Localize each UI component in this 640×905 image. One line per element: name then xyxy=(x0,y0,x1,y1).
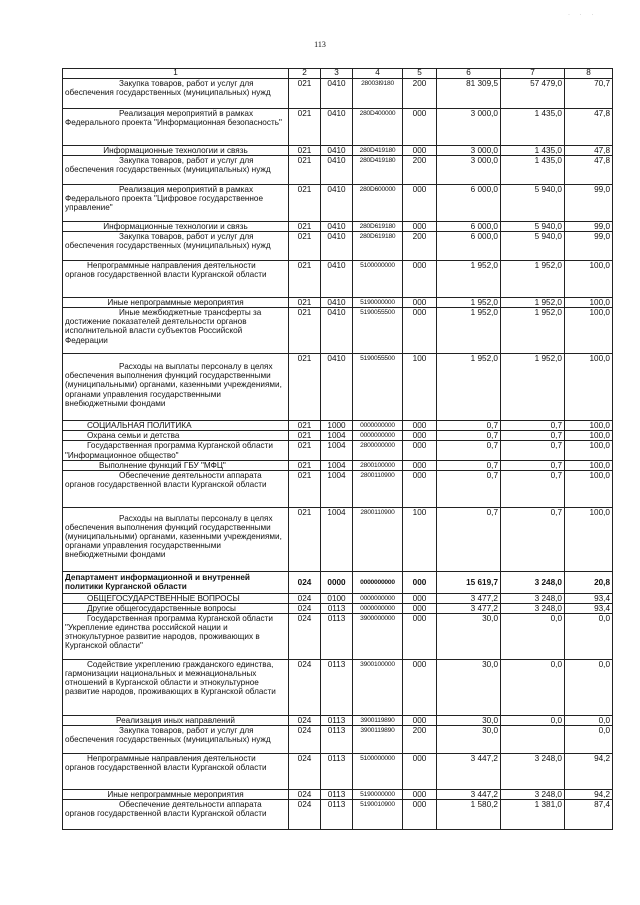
row-planned: 3 477,2 xyxy=(437,603,501,613)
table-row xyxy=(63,593,613,603)
table-row xyxy=(63,79,613,109)
row-executed: 57 479,0 xyxy=(501,79,565,109)
row-ministry-code: 021 xyxy=(289,308,321,354)
table-row xyxy=(63,460,613,470)
row-ministry-code: 024 xyxy=(289,603,321,613)
table-row xyxy=(63,790,613,800)
row-expense-type: 000 xyxy=(403,659,437,715)
row-name: Закупка товаров, работ и услуг для обеспечения государственных (муниципальных) нужд xyxy=(63,232,289,261)
row-ministry-code: 024 xyxy=(289,571,321,593)
table-row xyxy=(63,726,613,754)
table-row xyxy=(63,507,613,571)
row-planned: 1 952,0 xyxy=(437,354,501,421)
row-executed: 5 940,0 xyxy=(501,222,565,232)
row-ministry-code: 021 xyxy=(289,441,321,460)
row-planned: 3 000,0 xyxy=(437,109,501,146)
row-percent: 0,0 xyxy=(565,715,613,725)
row-percent: 93,4 xyxy=(565,603,613,613)
table-row-department xyxy=(63,571,613,593)
row-executed: 0,7 xyxy=(501,441,565,460)
row-percent: 20,8 xyxy=(565,571,613,593)
row-ministry-code: 021 xyxy=(289,261,321,298)
row-planned: 30,0 xyxy=(437,715,501,725)
row-ministry-code: 024 xyxy=(289,800,321,830)
row-ministry-code: 021 xyxy=(289,156,321,185)
row-name: Иные непрограммные мероприятия xyxy=(63,790,289,800)
table-row xyxy=(63,146,613,156)
row-percent: 47,8 xyxy=(565,146,613,156)
table-row xyxy=(63,421,613,431)
table-row xyxy=(63,156,613,185)
row-expense-type: 000 xyxy=(403,441,437,460)
row-percent: 47,8 xyxy=(565,156,613,185)
row-name: СОЦИАЛЬНАЯ ПОЛИТИКА xyxy=(63,421,289,431)
row-executed: 0,7 xyxy=(501,507,565,571)
row-section-code: 0100 xyxy=(321,593,353,603)
row-section-code: 0410 xyxy=(321,185,353,222)
row-planned: 0,7 xyxy=(437,441,501,460)
row-ministry-code: 021 xyxy=(289,298,321,308)
row-section-code: 0410 xyxy=(321,109,353,146)
table-row xyxy=(63,715,613,725)
row-target-code: 280D619180 xyxy=(353,222,403,232)
table-row xyxy=(63,659,613,715)
row-name: Содействие укреплению гражданского единства, гармонизации национальных и межнациональных отношений в Курганской области и этнокультурное развитие народов, проживающих в Курганской области xyxy=(63,659,289,715)
row-expense-type: 000 xyxy=(403,593,437,603)
row-name: Государственная программа Курганской области "Информационное общество" xyxy=(63,441,289,460)
row-name: Расходы на выплаты персоналу в целях обеспечения выполнения функций государственными (муниципальными) органами, казенными учреждениями, органами управления государственными внебюджетными фондами xyxy=(63,354,289,421)
row-target-code: 3900119890 xyxy=(353,726,403,754)
row-name: Реализация иных направлений xyxy=(63,715,289,725)
header-col-4: 4 xyxy=(353,69,403,79)
row-executed: 0,7 xyxy=(501,431,565,441)
header-col-8: 8 xyxy=(565,69,613,79)
row-ministry-code: 021 xyxy=(289,431,321,441)
row-section-code: 1004 xyxy=(321,507,353,571)
table-row xyxy=(63,308,613,354)
row-expense-type: 000 xyxy=(403,146,437,156)
row-executed: 3 248,0 xyxy=(501,790,565,800)
row-target-code: 280D400000 xyxy=(353,109,403,146)
row-section-code: 1004 xyxy=(321,470,353,507)
row-ministry-code: 021 xyxy=(289,421,321,431)
row-expense-type: 000 xyxy=(403,261,437,298)
row-name: Иные непрограммные мероприятия xyxy=(63,298,289,308)
row-percent: 0,0 xyxy=(565,613,613,659)
header-col-6: 6 xyxy=(437,69,501,79)
row-percent: 94,2 xyxy=(565,754,613,790)
row-planned: 1 580,2 xyxy=(437,800,501,830)
row-ministry-code: 021 xyxy=(289,460,321,470)
row-executed: 1 435,0 xyxy=(501,156,565,185)
table-row xyxy=(63,298,613,308)
row-expense-type: 200 xyxy=(403,79,437,109)
row-expense-type: 000 xyxy=(403,470,437,507)
row-percent: 100,0 xyxy=(565,460,613,470)
row-percent: 0,0 xyxy=(565,659,613,715)
row-planned: 3 000,0 xyxy=(437,156,501,185)
table-row xyxy=(63,185,613,222)
row-percent: 87,4 xyxy=(565,800,613,830)
row-section-code: 0113 xyxy=(321,613,353,659)
row-planned: 30,0 xyxy=(437,726,501,754)
row-planned: 1 952,0 xyxy=(437,308,501,354)
row-ministry-code: 024 xyxy=(289,715,321,725)
row-expense-type: 000 xyxy=(403,460,437,470)
row-percent: 99,0 xyxy=(565,232,613,261)
row-planned: 3 447,2 xyxy=(437,790,501,800)
header-col-7: 7 xyxy=(501,69,565,79)
row-target-code: 280D419180 xyxy=(353,156,403,185)
row-ministry-code: 021 xyxy=(289,354,321,421)
row-expense-type: 000 xyxy=(403,754,437,790)
row-name: Информационные технологии и связь xyxy=(63,146,289,156)
row-percent: 94,2 xyxy=(565,790,613,800)
row-name: Закупка товаров, работ и услуг для обеспечения государственных (муниципальных) нужд xyxy=(63,156,289,185)
row-target-code: 2800110900 xyxy=(353,507,403,571)
header-col-3: 3 xyxy=(321,69,353,79)
row-target-code: 5100000000 xyxy=(353,261,403,298)
row-target-code: 5190055500 xyxy=(353,308,403,354)
row-expense-type: 100 xyxy=(403,507,437,571)
row-percent: 0,0 xyxy=(565,726,613,754)
row-section-code: 0410 xyxy=(321,156,353,185)
row-percent: 100,0 xyxy=(565,261,613,298)
row-name: Иные межбюджетные трансферты за достижение показателей деятельности органов исполнительной власти субъектов Российской Федерации xyxy=(63,308,289,354)
budget-table xyxy=(62,68,613,830)
row-planned: 6 000,0 xyxy=(437,232,501,261)
row-planned: 3 447,2 xyxy=(437,754,501,790)
row-section-code: 0410 xyxy=(321,261,353,298)
row-planned: 6 000,0 xyxy=(437,222,501,232)
row-target-code: 3900000000 xyxy=(353,613,403,659)
row-executed: 5 940,0 xyxy=(501,185,565,222)
row-name: Закупка товаров, работ и услуг для обеспечения государственных (муниципальных) нужд xyxy=(63,726,289,754)
header-col-1: 1 xyxy=(63,69,289,79)
row-expense-type: 000 xyxy=(403,298,437,308)
table-row xyxy=(63,261,613,298)
row-ministry-code: 021 xyxy=(289,470,321,507)
row-section-code: 0113 xyxy=(321,800,353,830)
table-row xyxy=(63,109,613,146)
row-target-code: 0000000000 xyxy=(353,571,403,593)
row-executed: 0,7 xyxy=(501,460,565,470)
row-executed: 1 952,0 xyxy=(501,308,565,354)
row-executed: 5 940,0 xyxy=(501,232,565,261)
row-section-code: 0410 xyxy=(321,308,353,354)
row-percent: 100,0 xyxy=(565,421,613,431)
row-name: Реализация мероприятий в рамках Федерального проекта "Информационная безопасность" xyxy=(63,109,289,146)
row-ministry-code: 024 xyxy=(289,726,321,754)
row-executed: 1 952,0 xyxy=(501,298,565,308)
row-executed xyxy=(501,726,565,754)
row-planned: 15 619,7 xyxy=(437,571,501,593)
row-executed: 1 952,0 xyxy=(501,261,565,298)
row-executed: 1 381,0 xyxy=(501,800,565,830)
row-target-code: 5100000000 xyxy=(353,754,403,790)
row-target-code: 280D600000 xyxy=(353,185,403,222)
row-expense-type: 000 xyxy=(403,800,437,830)
row-section-code: 0113 xyxy=(321,754,353,790)
table-row xyxy=(63,232,613,261)
row-ministry-code: 021 xyxy=(289,146,321,156)
row-planned: 30,0 xyxy=(437,613,501,659)
row-executed: 1 952,0 xyxy=(501,354,565,421)
row-name: Обеспечение деятельности аппарата органов государственной власти Курганской области xyxy=(63,800,289,830)
row-expense-type: 000 xyxy=(403,109,437,146)
row-planned: 1 952,0 xyxy=(437,261,501,298)
row-name: Департамент информационной и внутренней политики Курганской области xyxy=(63,571,289,593)
row-name: Другие общегосударственные вопросы xyxy=(63,603,289,613)
table-row xyxy=(63,613,613,659)
row-ministry-code: 021 xyxy=(289,507,321,571)
row-percent: 70,7 xyxy=(565,79,613,109)
row-expense-type: 200 xyxy=(403,232,437,261)
row-target-code: 2800110900 xyxy=(353,470,403,507)
row-expense-type: 000 xyxy=(403,715,437,725)
row-target-code: 280D619180 xyxy=(353,232,403,261)
row-section-code: 0410 xyxy=(321,222,353,232)
row-planned: 1 952,0 xyxy=(437,298,501,308)
row-target-code: 28003I9180 xyxy=(353,79,403,109)
row-target-code: 5190055500 xyxy=(353,354,403,421)
row-name: Государственная программа Курганской области "Укрепление единства российской нации и этнокультурное развитие народов, проживающих в Курганской области" xyxy=(63,613,289,659)
row-ministry-code: 024 xyxy=(289,593,321,603)
row-planned: 81 309,5 xyxy=(437,79,501,109)
row-expense-type: 000 xyxy=(403,421,437,431)
row-percent: 100,0 xyxy=(565,431,613,441)
row-target-code: 5190000000 xyxy=(353,790,403,800)
row-percent: 100,0 xyxy=(565,470,613,507)
row-percent: 100,0 xyxy=(565,354,613,421)
row-target-code: 3900100000 xyxy=(353,659,403,715)
row-target-code: 2800000000 xyxy=(353,441,403,460)
row-section-code: 0000 xyxy=(321,571,353,593)
row-expense-type: 000 xyxy=(403,185,437,222)
row-percent: 93,4 xyxy=(565,593,613,603)
table-header-row xyxy=(63,69,613,79)
row-section-code: 0410 xyxy=(321,354,353,421)
row-expense-type: 100 xyxy=(403,354,437,421)
row-executed: 3 248,0 xyxy=(501,603,565,613)
row-expense-type: 200 xyxy=(403,156,437,185)
row-planned: 3 477,2 xyxy=(437,593,501,603)
row-name: Расходы на выплаты персоналу в целях обеспечения выполнения функций государственными (муниципальными) органами, казенными учреждениями, органами управления государственными внебюджетными фондами xyxy=(63,507,289,571)
row-expense-type: 000 xyxy=(403,571,437,593)
table-row xyxy=(63,603,613,613)
row-name: Закупка товаров, работ и услуг для обеспечения государственных (муниципальных) нужд xyxy=(63,79,289,109)
row-target-code: 0000000000 xyxy=(353,431,403,441)
table-row xyxy=(63,431,613,441)
row-expense-type: 000 xyxy=(403,222,437,232)
row-ministry-code: 021 xyxy=(289,79,321,109)
row-executed: 0,0 xyxy=(501,659,565,715)
row-planned: 0,7 xyxy=(437,460,501,470)
row-ministry-code: 024 xyxy=(289,659,321,715)
row-planned: 30,0 xyxy=(437,659,501,715)
row-name: Непрограммные направления деятельности органов государственной власти Курганской области xyxy=(63,261,289,298)
row-planned: 0,7 xyxy=(437,431,501,441)
row-percent: 100,0 xyxy=(565,308,613,354)
row-target-code: 280D419180 xyxy=(353,146,403,156)
row-percent: 99,0 xyxy=(565,222,613,232)
row-target-code: 5190000000 xyxy=(353,298,403,308)
row-percent: 99,0 xyxy=(565,185,613,222)
row-percent: 100,0 xyxy=(565,507,613,571)
row-executed: 0,0 xyxy=(501,613,565,659)
row-ministry-code: 024 xyxy=(289,754,321,790)
row-name: Обеспечение деятельности аппарата органов государственной власти Курганской области xyxy=(63,470,289,507)
table-row xyxy=(63,470,613,507)
row-name: ОБЩЕГОСУДАРСТВЕННЫЕ ВОПРОСЫ xyxy=(63,593,289,603)
row-executed: 1 435,0 xyxy=(501,146,565,156)
row-expense-type: 000 xyxy=(403,613,437,659)
row-section-code: 0410 xyxy=(321,298,353,308)
row-executed: 1 435,0 xyxy=(501,109,565,146)
row-target-code: 2800100000 xyxy=(353,460,403,470)
row-target-code: 0000000000 xyxy=(353,421,403,431)
row-section-code: 1004 xyxy=(321,460,353,470)
row-name: Информационные технологии и связь xyxy=(63,222,289,232)
row-section-code: 0113 xyxy=(321,715,353,725)
row-section-code: 0113 xyxy=(321,790,353,800)
row-ministry-code: 021 xyxy=(289,185,321,222)
header-col-2: 2 xyxy=(289,69,321,79)
row-ministry-code: 024 xyxy=(289,613,321,659)
row-expense-type: 200 xyxy=(403,726,437,754)
row-section-code: 0410 xyxy=(321,146,353,156)
row-executed: 3 248,0 xyxy=(501,593,565,603)
table-row xyxy=(63,441,613,460)
row-name: Охрана семьи и детства xyxy=(63,431,289,441)
row-ministry-code: 021 xyxy=(289,109,321,146)
row-section-code: 1004 xyxy=(321,441,353,460)
row-target-code: 0000000000 xyxy=(353,603,403,613)
row-section-code: 0113 xyxy=(321,659,353,715)
row-ministry-code: 024 xyxy=(289,790,321,800)
row-planned: 0,7 xyxy=(437,470,501,507)
row-section-code: 0113 xyxy=(321,603,353,613)
table-row xyxy=(63,354,613,421)
table-row xyxy=(63,800,613,830)
row-percent: 100,0 xyxy=(565,441,613,460)
row-executed: 0,0 xyxy=(501,715,565,725)
row-name: Реализация мероприятий в рамках Федерального проекта "Цифровое государственное управление" xyxy=(63,185,289,222)
row-planned: 0,7 xyxy=(437,421,501,431)
row-executed: 0,7 xyxy=(501,421,565,431)
row-executed: 3 248,0 xyxy=(501,571,565,593)
row-expense-type: 000 xyxy=(403,308,437,354)
row-planned: 6 000,0 xyxy=(437,185,501,222)
row-percent: 47,8 xyxy=(565,109,613,146)
row-executed: 3 248,0 xyxy=(501,754,565,790)
row-section-code: 1004 xyxy=(321,431,353,441)
row-target-code: 3900119890 xyxy=(353,715,403,725)
row-expense-type: 000 xyxy=(403,790,437,800)
row-name: Непрограммные направления деятельности органов государственной власти Курганской области xyxy=(63,754,289,790)
table-row xyxy=(63,754,613,790)
row-planned: 3 000,0 xyxy=(437,146,501,156)
page-number: 113 xyxy=(314,40,326,49)
row-expense-type: 000 xyxy=(403,431,437,441)
row-target-code: 5190010900 xyxy=(353,800,403,830)
row-ministry-code: 021 xyxy=(289,232,321,261)
row-ministry-code: 021 xyxy=(289,222,321,232)
row-section-code: 1000 xyxy=(321,421,353,431)
row-section-code: 0410 xyxy=(321,79,353,109)
table-row xyxy=(63,222,613,232)
row-expense-type: 000 xyxy=(403,603,437,613)
row-percent: 100,0 xyxy=(565,298,613,308)
row-executed: 0,7 xyxy=(501,470,565,507)
row-name: Выполнение функций ГБУ "МФЦ" xyxy=(63,460,289,470)
row-planned: 0,7 xyxy=(437,507,501,571)
row-section-code: 0410 xyxy=(321,232,353,261)
row-section-code: 0113 xyxy=(321,726,353,754)
scan-corner-marks: · · · xyxy=(568,12,598,18)
row-target-code: 0000000000 xyxy=(353,593,403,603)
header-col-5: 5 xyxy=(403,69,437,79)
